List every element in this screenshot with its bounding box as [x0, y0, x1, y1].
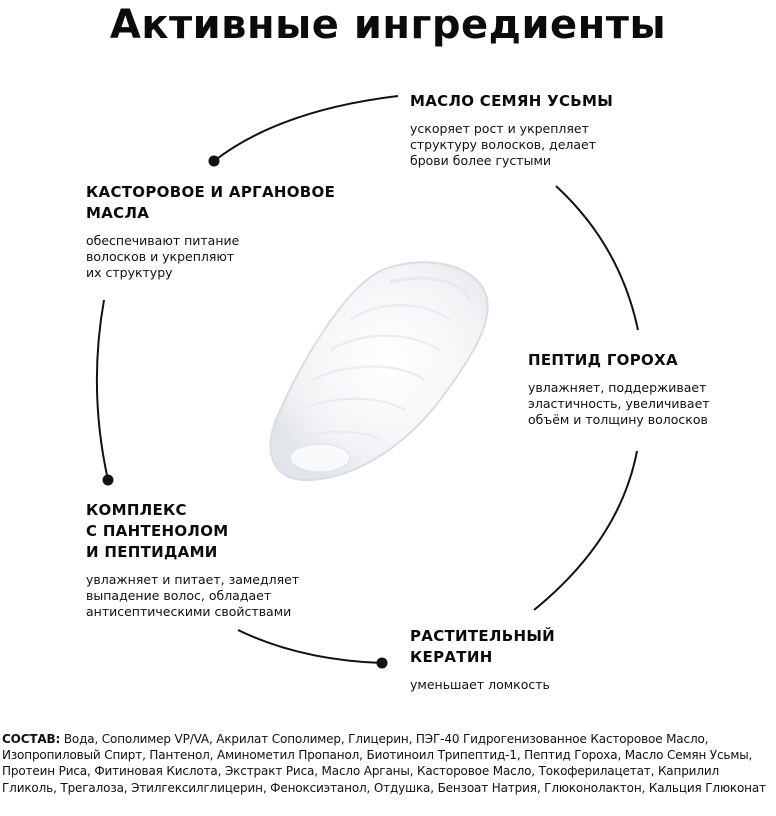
- arc-dot: [209, 156, 220, 167]
- ingredient-name: КАСТОРОВОЕ И АРГАНОВОЕ МАСЛА: [86, 183, 336, 222]
- ingredient-castor-argan-oils: [86, 182, 356, 281]
- ingredient-usma-oil: [410, 91, 670, 169]
- arc-left: [97, 300, 108, 480]
- ingredient-name: РАСТИТЕЛЬНЫЙ КЕРАТИН: [410, 627, 556, 666]
- arc-dot: [103, 475, 114, 486]
- ingredient-name: КОМПЛЕКС С ПАНТЕНОЛОМ И ПЕПТИДАМИ: [86, 501, 229, 561]
- ingredient-plant-keratin: [410, 626, 650, 693]
- arc-top-left: [214, 96, 398, 161]
- ingredient-description: увлажняет и питает, замедляет выпадение волос, обладает антисептическими свойствами: [86, 572, 300, 619]
- ingredient-panthenol-peptide-complex: [86, 500, 346, 620]
- arc-dot: [377, 658, 388, 669]
- ingredient-description: обеспечивают питание волосков и укрепляют их структуру: [86, 233, 240, 280]
- page-title: Активные ингредиенты: [109, 2, 667, 48]
- arc-bottom: [238, 630, 382, 663]
- gel-swatch-image: [270, 262, 487, 480]
- ingredient-name: МАСЛО СЕМЯН УСЬМЫ: [410, 92, 614, 110]
- ingredient-description: увлажняет, поддерживает эластичность, увеличивает объём и толщину волосков: [528, 380, 710, 427]
- arc-top-right: [556, 186, 638, 330]
- ingredient-name: ПЕПТИД ГОРОХА: [528, 351, 678, 369]
- ingredient-description: ускоряет рост и укрепляет структуру волосков, делает брови более густыми: [410, 121, 597, 168]
- composition-text: [2, 731, 774, 796]
- composition-label: СОСТАВ:: [2, 732, 61, 746]
- composition-list: Вода, Сополимер VP/VA, Акрилат Сополимер, Глицерин, ПЭГ-40 Гидрогенизованное Касторовое Масло, Изопропиловый Спирт, Пантенол, Аминометил Пропанол, Биотиноил Трипептид-1, Пептид Гороха, Масло Семян Усьмы, Протеин Риса, Фитиновая Кислота, Экстракт Риса, Масло Арганы, Касторовое Масло, Токоферилацетат, Каприлил Гликоль, Трегалоза, Этилгексилглицерин, Феноксиэтанол, Отдушка, Бензоат Натрия, Глюконолактон, Кальция Глюконат: [2, 732, 766, 795]
- ingredient-pea-peptide: [528, 350, 768, 428]
- ingredient-description: уменьшает ломкость: [410, 677, 550, 692]
- arc-right: [534, 451, 637, 610]
